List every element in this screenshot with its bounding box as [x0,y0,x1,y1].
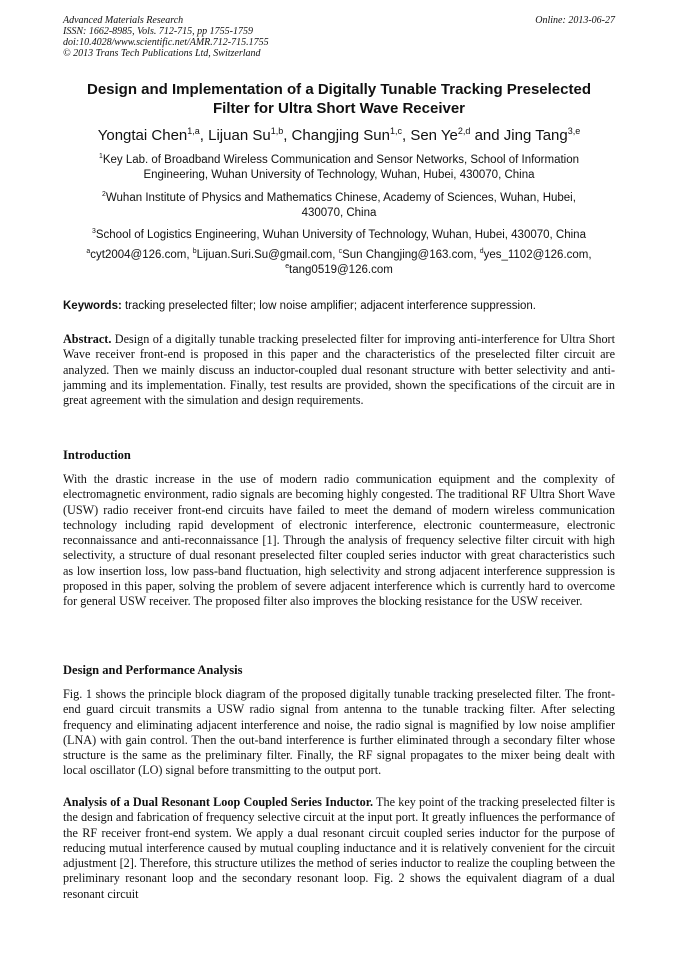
email-e: tang0519@126.com [289,264,393,276]
author-separator: , [283,127,292,144]
email-a: cyt2004@126.com, [90,249,193,261]
affiliation-2-line-1: Wuhan Institute of Physics and Mathematics Chinese, Academy of Sciences, Wuhan, Hubei, [105,192,576,204]
author-name: Yongtai Chen [97,127,188,144]
keywords [63,299,623,313]
author-affiliation-sup: 1,b [270,126,284,136]
journal-name: Advanced Materials Research [63,15,184,26]
email-b: Lijuan.Suri.Su@gmail.com, [196,249,339,261]
author-name: Jing Tang [503,127,568,144]
keywords-label: Keywords: [63,300,122,312]
section-heading-design: Design and Performance Analysis [63,663,243,677]
author-name: Lijuan Su [208,127,271,144]
section-heading-introduction: Introduction [63,448,131,462]
author-affiliation-sup: 2,d [457,126,471,136]
author-separator: , [401,127,411,144]
journal-header [63,15,615,59]
author-affiliation-sup: 1,c [389,126,402,136]
affiliation-1: $^1$Key Lab. of Broadband Wireless Communication and Sensor Networks, School of Information Engineering, Wuhan University of Technology, Wuhan, Hubei, 430070, China [52,153,626,183]
author-separator: , [199,127,209,144]
doi-line: doi:10.4028/www.scientific.net/AMR.712-715.1755 [63,37,269,48]
issn-line: ISSN: 1662-8985, Vols. 712-715, pp 1755-1759 [63,26,253,37]
affiliation-1-line-1: Key Lab. of Broadband Wireless Communication and Sensor Networks, School of Information [102,154,580,166]
keywords-text: tracking preselected filter; low noise amplifier; adjacent interference suppression. [121,300,537,312]
title-line-1: Design and Implementation of a Digitally Tunable Tracking Preselected [86,81,591,98]
title-line-2: Filter for Ultra Short Wave Receiver [212,100,466,117]
introduction-paragraph: With the drastic increase in the use of modern radio communication equipment and the complexity of electromagnetic environment, radio signals are becoming highly congested. The traditional RF Ultra Short Wave (USW) radio receiver front-end circuits have failed to meet the demand of modern wireless communication technology including rapid development of electronic interference, electronic countermeasure, electronic reconnaissance and anti-reconnaissance [1]. Through the analysis of frequency selective filter circuit with high selectivity, a structure of dual resonant preselected filter coupled series inductor with great characteristics such as low insertion loss, low pass-band fluctuation, high selectivity and strong adjacent interference suppression is proposed in this paper, solving the problem of severe adjacent interference which is currently hard to overcome for general USW receiver. The proposed filter also improves the blocking resistance for the USW receiver. [63,472,615,609]
email-list: $^a$cyt2004@126.com, $^b$Lijuan.Suri.Su@gmail.com, $^c$Sun Changjing@163.com, $^d$yes_1102@126.com, $^e$tang0519@126.com [86,248,592,276]
email-c: Sun Changjing@163.com, [342,249,480,261]
abstract-label: Abstract. [63,332,112,346]
online-date: Online: 2013-06-27 [535,15,615,26]
author-list [40,127,638,145]
author-name: Changjing Sun [291,127,390,144]
paper-title [52,80,626,118]
design-paragraph-2 [63,795,615,902]
affiliation-2: $^2$Wuhan Institute of Physics and Mathematics Chinese, Academy of Sciences, Wuhan, Hubei, 430070, China [52,191,626,221]
subsection-label: Analysis of a Dual Resonant Loop Coupled Series Inductor. [63,795,374,809]
author-affiliation-sup: 3,e [567,126,581,136]
abstract-text: Design of a digitally tunable tracking preselected filter for improving anti-interference for Ultra Short Wave receiver front-end is proposed in this paper and the characteristics of the preselected filter circuit are analyzed. Then we mainly discuss an inductor-coupled dual resonant structure with better selectivity and anti-jamming and its implementation. Finally, test results are provided, shown the specifications of the circuit are in great agreement with the simulation and design requirements. [63,332,615,408]
design-paragraph-1: Fig. 1 shows the principle block diagram of the proposed digitally tunable tracking preselected filter. The front-end guard circuit transmits a USW radio signal from antenna to the tunable tracking filter. After selecting frequency and eliminating adjacent interference and noise, the radio signal is magnified by low noise amplifier (LNA) with gain control. Then the out-band interference is further eliminated through a secondary filter whose structure is the same as the preliminary filter. Finally, the RF signal propagates to the mixer being dealt with local oscillator (LO) signal before transmitting to the output port. [63,687,615,778]
affiliation-2-line-2: 430070, China [301,207,377,219]
author-separator: and [470,127,504,144]
copyright-line: © 2013 Trans Tech Publications Ltd, Switzerland [63,48,261,59]
affiliation-3: $^3$School of Logistics Engineering, Wuhan University of Technology, Wuhan, Hubei, 430070, China [92,228,586,241]
design-paragraph-2-text: The key point of the tracking preselected filter is the design and fabrication of frequency selective circuit at the input port. It greatly influences the performance of the RF receiver front-end system. We apply a dual resonant circuit coupled series inductor for the purpose of reducing mutual interference caused by mutual coupling inductance and it is relatively convenient for the circuit adjustment [2]. Therefore, this structure utilizes the method of series inductor to realize the coupling between the preliminary resonant loop and the secondary resonant loop. Fig. 2 shows the equivalent diagram of a dual resonant circuit [63,795,615,901]
author-affiliation-sup: 1,a [187,126,200,136]
affiliation-3-line-1: School of Logistics Engineering, Wuhan University of Technology, Wuhan, Hubei, 430070, China [95,229,586,241]
email-d: yes_1102@126.com, [483,249,592,261]
abstract [63,332,615,408]
affiliation-1-line-2: Engineering, Wuhan University of Technology, Wuhan, Hubei, 430070, China [143,169,535,181]
author-name: Sen Ye [410,127,458,144]
